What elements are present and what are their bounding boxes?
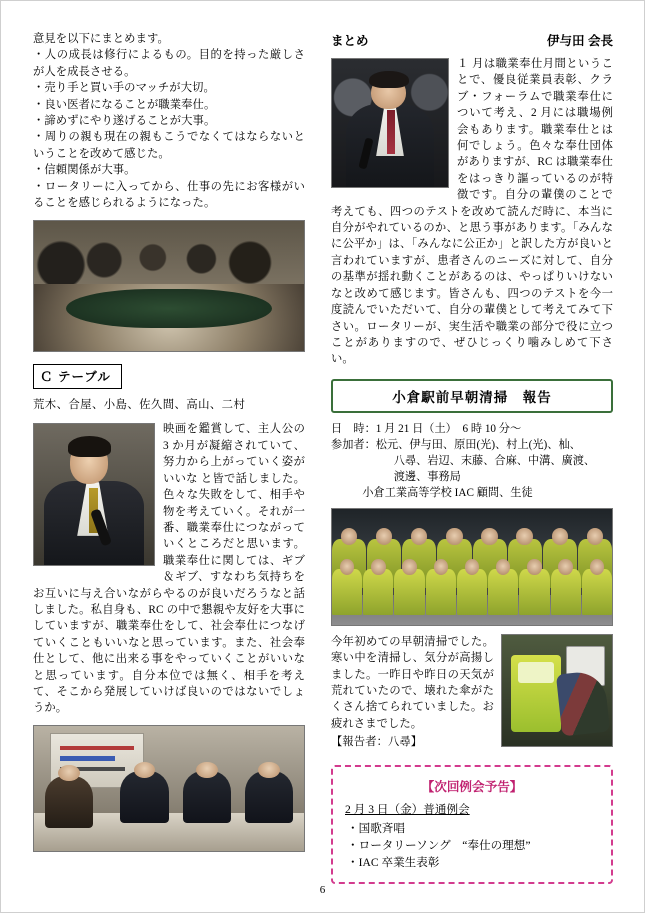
- cleanup-report-meta: [331, 421, 613, 501]
- speaker-body-text: 映画を鑑賞して、主人公の 3 か月が凝縮されていて、努力から上がっていく姿がいいな と皆で話しました。色々な失敗をして、相手や物を考えていく。それが一番、職業奉仕につながっていくところだと思います。職業奉仕に関しては、ギブ＆ギブ、すなわち気持ちをお互いに与え合いながらやるのが良いだろうなと話しました。私自身も、RC の中で懇親や友好を大事にしていますが、職業奉仕をして、社会奉仕につなげていくこともいいなと思っています。また、社会奉仕として、他に出来る事をやっていくことがいいなと思っています。自分本位では無く、相手を考えて、そこから発展していけば良いのではないでしょうか。: [33, 423, 305, 715]
- table-c-label: Ｃ テーブル: [33, 364, 122, 389]
- report-meta-line: 八尋、岩辺、末藤、合麻、中溝、廣渡、: [393, 454, 596, 467]
- summary-header: [331, 31, 613, 50]
- round-table-discussion-photo: [33, 220, 305, 352]
- summary-list: [33, 31, 305, 211]
- summary-heading: まとめ: [331, 34, 369, 48]
- right-column: [331, 31, 613, 884]
- summary-line: ・良い医者になることが職業奉仕。: [33, 98, 216, 111]
- cleanup-report-body: 今年初めての早朝清掃でした。寒い中を清掃し、気分が高揚しました。一昨日や昨日の天気が荒れていたので、壊れた傘がたくさん捨てられていました。お疲れさまでした。: [331, 635, 494, 730]
- left-column: [33, 31, 305, 852]
- speaker-block: [33, 421, 305, 716]
- notice-date: 2 月 3 日（金）普通例会: [345, 802, 470, 816]
- cleanup-report-title: 小倉駅前早朝清掃 報告: [331, 379, 613, 413]
- chairman-portrait-photo: [331, 58, 449, 188]
- early-morning-cleanup-group-photo: [331, 508, 613, 626]
- chairman-name: 伊与田 会長: [547, 34, 613, 48]
- notice-title: 【次回例会予告】: [421, 779, 523, 794]
- summary-line: ・信頼関係が大事。: [33, 164, 136, 177]
- member-list: 荒木、合屋、小島、佐久間、高山、二村: [33, 399, 246, 412]
- report-meta-line: 日 時：1 月 21 日（土） 6 時 10 分～: [331, 422, 522, 435]
- notice-item-list: [345, 820, 599, 871]
- notice-item: ・ IAC 卒業生表彰: [359, 854, 599, 871]
- notice-item: ・ ロータリーソング “奉仕の理想”: [359, 837, 599, 854]
- chairman-block: [331, 56, 613, 368]
- summary-line: 意見を以下にまとめます。: [33, 33, 169, 45]
- summary-line: ・ロータリーに入ってから、仕事の先にお客様がいることを感じられるようになった。: [33, 180, 305, 210]
- report-meta-line: 参加者：松元、伊与田、原田(光)、村上(光)、杣、: [331, 438, 581, 451]
- report-meta-line: 小倉工業高等学校 IAC 顧問、生徒: [362, 486, 533, 499]
- notice-item: ・ 国歌斉唱: [359, 820, 599, 837]
- chairman-summary-text: １ 月は職業奉仕月間ということで、優良従業員表彰、クラブ・フォーラムで職業奉仕について考え、2 月には職場例会もあります。職業奉仕とは何でしょう。色々な奉仕団体がありますが、RC は職業奉仕をはっきり謳っているのが特徴です。自分の輩僕のことで考えても、四つのテストを改めて読んだ時に、本当に自分がやれているのか、と思う事があります。「みんなに公平か」は、「みんなに公正か」と訳した方が良いと言われていますが、患者さんのニーズに対して、自分の基準が揺れ動くことがあるのは、やっぱりいけないなと改めて感じます。皆さんも、四つのテストを今一度読んでいただいて、自分の輩僕として考えてみて下さい。ロータリーが、実生活や職業の部分で役に立つことがありますので、ぜひじっくり噛みしめて下さい。: [331, 58, 613, 366]
- cleanup-report-byline: 【報告者：八尋】: [331, 736, 423, 749]
- page-number: 6: [319, 884, 326, 896]
- summary-line: ・人の成長は修行によるもの。目的を持った厳しさが人を成長させる。: [33, 49, 305, 78]
- table-label-row: [33, 364, 305, 389]
- speaker-portrait-photo: [33, 423, 155, 566]
- next-meeting-notice: [331, 765, 613, 884]
- discarded-umbrellas-photo: [501, 634, 613, 747]
- summary-line: ・周りの親も現在の親もこうでなくてはならないということを改めて感じた。: [33, 131, 305, 160]
- meeting-presentation-photo: [33, 725, 305, 852]
- cleanup-report-block: [331, 634, 613, 751]
- summary-line: ・売り手と買い手のマッチが大切。: [33, 82, 215, 95]
- report-meta-line: 渡邊、事務局: [393, 470, 461, 483]
- summary-line: ・諦めずにやり遂げることが大事。: [33, 115, 216, 128]
